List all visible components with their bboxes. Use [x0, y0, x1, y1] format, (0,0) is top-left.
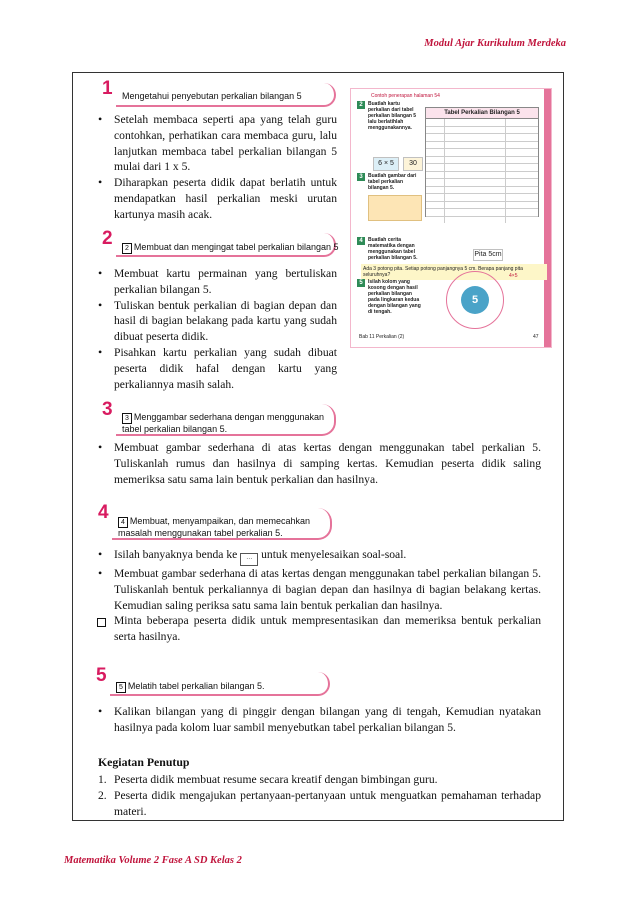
book-side-rail	[544, 89, 551, 347]
section-title-3-text: Menggambar sederhana dengan menggunakan tabel perkalian bilangan 5.	[122, 412, 325, 434]
closing-item-text: Peserta didik membuat resume secara kreatif dengan bimbingan guru.	[114, 773, 438, 786]
bullet: • Membuat kartu permainan yang bertuliskan perkalian bilangan 5.	[94, 266, 337, 298]
section-title-4	[118, 516, 328, 539]
section-title-2-text: Membuat dan mengingat tabel perkalian bilangan 5	[133, 242, 339, 252]
book-card-back: 30	[403, 157, 423, 171]
closing-item	[98, 788, 541, 820]
book-step-5: 5	[357, 279, 365, 287]
bullet: • Membuat gambar sederhana di atas kertas dengan menggunakan tabel perkalian 5. Tuliskanlah rumus dan hasilnya di samping kertas. Kemudian peserta didik saling memeriksa satu sama lain bentuk perkalian dan hasilnya.	[94, 440, 541, 487]
book-table-title: Tabel Perkalian Bilangan 5	[426, 108, 538, 119]
section-2-bullets	[94, 266, 337, 392]
book-wheel-center: 5	[461, 286, 489, 314]
section-box-2: 2	[122, 243, 132, 254]
section-title-1: Mengetahui penyebutan perkalian bilangan 5	[122, 91, 302, 101]
book-step-2-text: Buatlah kartu perkalian dari tabel perkalian bilangan 5 lalu berlatihlah menggunakannya.	[368, 101, 417, 131]
bullet-pre: Isilah banyaknya benda ke	[114, 548, 238, 561]
bullet: • Pisahkan kartu perkalian yang sudah dibuat peserta didik hafal dengan kartu yang perkaliannya masih salah.	[94, 345, 337, 392]
section-title-5-text: Melatih tabel perkalian bilangan 5.	[127, 681, 265, 691]
book-step-3: 3	[357, 173, 365, 181]
closing-item-number: 1.	[98, 773, 107, 786]
page-header: Modul Ajar Kurikulum Merdeka	[424, 38, 566, 49]
book-number-wheel	[446, 271, 504, 329]
book-step-2: 2	[357, 101, 365, 109]
closing-title: Kegiatan Penutup	[98, 755, 190, 769]
section-title-5	[116, 681, 265, 693]
section-number-4: 4	[98, 502, 109, 523]
section-box-4: 4	[118, 517, 128, 528]
page-footer: Matematika Volume 2 Fase A SD Kelas 2	[64, 855, 242, 866]
section-box-5: 5	[116, 682, 126, 693]
bullet: • Diharapkan peserta didik dapat berlatih untuk mendapatkan hasil perkalian meski urutan kartunya masih acak.	[94, 175, 337, 222]
book-pita-label: Pita 5cm	[473, 249, 503, 261]
book-footer: Bab 11 Perkalian (2)	[359, 334, 405, 340]
bullet-post: untuk menyelesaikan soal-soal.	[261, 548, 407, 561]
book-caption: Contoh penerapan halaman 54	[371, 93, 440, 99]
section-3-bullets	[94, 440, 541, 487]
section-1-bullets	[94, 112, 337, 223]
section-5-bullets	[94, 704, 541, 736]
book-drawing-picture	[368, 195, 422, 221]
closing-item-number: 2.	[98, 788, 107, 802]
section-number-2: 2	[102, 228, 113, 249]
bullet: • Kalikan bilangan yang di pinggir dengan bilangan yang di tengah, Kemudian nyatakan hasilnya pada kolom luar sambil menyebutkan tabel perkalian bilangan 5.	[94, 704, 541, 736]
book-wheel-label: 4×5	[509, 273, 518, 279]
closing-item-text: Peserta didik mengajukan pertanyaan-pertanyaan untuk menguatkan pemahaman terhadap materi.	[114, 788, 541, 818]
section-4-bullets	[94, 547, 541, 645]
textbook-page-image	[350, 88, 552, 348]
section-title-4-text: Membuat, menyampaikan, dan memecahkan masalah menggunakan tabel perkalian 5.	[118, 516, 310, 538]
section-title-3	[122, 412, 332, 435]
bullet: • Tuliskan bentuk perkalian di bagian depan dan hasil di bagian belakang pada kartu yang sudah dibuat peserta didik.	[94, 298, 337, 345]
book-step-5-text: Isilah kolom yang kosong dengan hasil perkalian bilangan pada lingkaran kedua dengan bilangan yang di tengah.	[368, 279, 421, 315]
section-number-3: 3	[102, 399, 113, 420]
answer-box-icon: …	[240, 553, 258, 566]
checkbox-bullet: Minta beberapa peserta didik untuk mempresentasikan dan memeriksa bentuk perkalian serta hasilnya.	[94, 613, 541, 645]
bullet: • Membuat gambar sederhana di atas kertas dengan menggunakan tabel perkalian bilangan 5. Tuliskanlah bentuk perkaliannya di bagian depan dan hasilnya di bagian belakang kertas. Kemudian saling periksa satu sama lain bentuk perkalian dan hasilnya.	[94, 566, 541, 613]
section-box-3: 3	[122, 413, 132, 424]
book-story-text: Ada 3 potong pita. Setiap potong panjangnya 5 cm. Berapa panjang pita seluruhnya?	[361, 264, 547, 280]
book-card-front: 6 × 5	[373, 157, 399, 171]
book-step-3-text: Buatlah gambar dari tabel perkalian bilangan 5.	[368, 173, 417, 191]
book-step-4: 4	[357, 237, 365, 245]
section-title-2	[122, 242, 339, 254]
bullet: • Setelah membaca seperti apa yang telah guru contohkan, perhatikan cara membaca guru, lalu lanjutkan membaca tabel perkalian bilangan 5 mulai dari 1 x 5.	[94, 112, 337, 175]
book-step-4-text: Buatlah cerita matematika dengan menggunakan tabel perkalian bilangan 5.	[368, 237, 418, 261]
closing-item	[98, 772, 541, 788]
section-number-1: 1	[102, 78, 113, 99]
book-multiplication-table	[425, 107, 539, 217]
section-number-5: 5	[96, 665, 107, 686]
bullet	[94, 547, 541, 566]
closing-list	[98, 772, 541, 819]
book-page-number: 47	[533, 334, 539, 340]
